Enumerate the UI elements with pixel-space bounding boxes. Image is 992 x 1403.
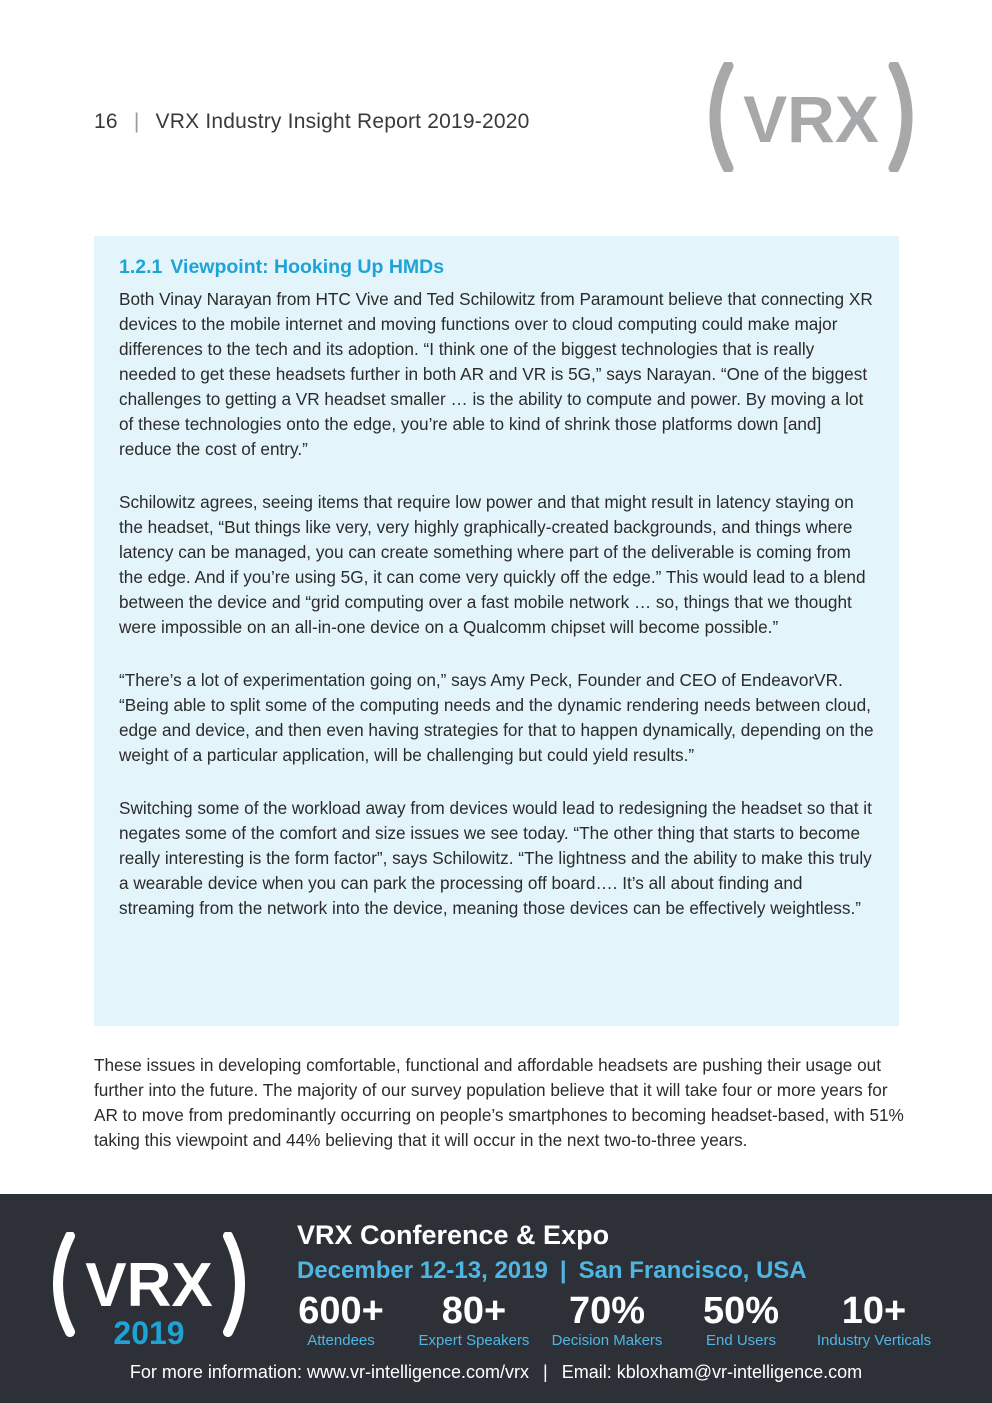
details-divider: | bbox=[559, 1257, 567, 1284]
stat-value: 10+ bbox=[841, 1290, 907, 1332]
page-number: 16 bbox=[94, 110, 118, 133]
vrx-logo bbox=[706, 62, 916, 172]
viewpoint-box bbox=[94, 236, 899, 1026]
stat-decision-makers bbox=[544, 1290, 670, 1350]
vrx-logo-text: VRX bbox=[743, 82, 879, 156]
stat-label: Attendees bbox=[307, 1332, 375, 1349]
conference-details bbox=[297, 1257, 807, 1285]
vrx-2019-logo bbox=[50, 1232, 248, 1347]
stat-label: Expert Speakers bbox=[418, 1332, 530, 1349]
section-title: Viewpoint: Hooking Up HMDs bbox=[170, 256, 445, 278]
section-number: 1.2.1 bbox=[119, 256, 163, 278]
stat-value: 70% bbox=[568, 1290, 646, 1332]
stat-attendees bbox=[288, 1290, 394, 1350]
stat-value: 50% bbox=[702, 1290, 780, 1332]
contact-divider: | bbox=[543, 1362, 548, 1382]
banner-logo-text: VRX bbox=[85, 1251, 213, 1320]
report-title: VRX Industry Insight Report 2019-2020 bbox=[155, 110, 530, 133]
page-header bbox=[94, 110, 529, 134]
conference-title: VRX Conference & Expo bbox=[297, 1220, 610, 1250]
body-paragraph: These issues in developing comfortable, functional and affordable headsets are pushing their usage out further into the future. The majority of our survey population believe that it will take four or more years for AR to move from predominantly occurring on people’s smartphones to becoming headset-based, with 51% taking this viewpoint and 44% believing that it will occur in the next two-to-three years. bbox=[94, 1055, 904, 1150]
stat-label: End Users bbox=[705, 1332, 777, 1349]
banner-logo-year: 2019 bbox=[113, 1315, 185, 1347]
conference-dates: December 12-13, 2019 bbox=[297, 1257, 548, 1284]
viewpoint-paragraph: “There’s a lot of experimentation going on,” says Amy Peck, Founder and CEO of EndeavorVR. “Being able to split some of the computing needs and the dynamic rendering needs between cloud, edge and device, and then even having strategies for that to happen dynamically, depending on the weight of a particular application, will be challenging but could yield results.” bbox=[119, 670, 874, 765]
stat-industry-verticals bbox=[808, 1290, 940, 1350]
email-link[interactable]: Email: kbloxham@vr-intelligence.com bbox=[561, 1362, 863, 1382]
conference-location: San Francisco, USA bbox=[578, 1257, 807, 1284]
stat-label: Decision Makers bbox=[551, 1332, 663, 1349]
conference-banner bbox=[0, 1194, 992, 1403]
stat-value: 80+ bbox=[441, 1290, 507, 1332]
stat-speakers bbox=[412, 1290, 536, 1350]
viewpoint-paragraph: Schilowitz agrees, seeing items that require low power and that might result in latency staying on the headset, “But things like very, very highly graphically-created backgrounds, and things where latency can be managed, you can create something where part of the deliverable is coming from the edge. And if you’re using 5G, it can come very quickly off the edge.” This would lead to a blend between the device and “grid computing over a fast mobile network … so, things that we thought were impossible on an all-in-one device on a Qualcomm chipset will become possible.” bbox=[119, 492, 866, 637]
viewpoint-paragraph: Switching some of the workload away from devices would lead to redesigning the headset so that it negates some of the comfort and size issues we see today. “The other thing that starts to become really interesting is the form factor”, says Schilowitz. “The lightness and the ability to make this truly a wearable device when you can park the processing off board…. It’s all about finding and streaming from the network into the device, meaning those devices can be effectively weightless.” bbox=[119, 798, 872, 918]
stat-label: Industry Verticals bbox=[816, 1332, 932, 1349]
stat-value: 600+ bbox=[298, 1290, 384, 1332]
header-separator: | bbox=[133, 110, 140, 133]
stat-end-users bbox=[688, 1290, 794, 1350]
contact-line bbox=[0, 1362, 992, 1383]
info-link[interactable]: For more information: www.vr-intelligence.com/vrx bbox=[129, 1362, 530, 1382]
viewpoint-paragraph: Both Vinay Narayan from HTC Vive and Ted Schilowitz from Paramount believe that connecting XR devices to the mobile internet and moving functions over to cloud computing could make major differences to the tech and its adoption. “I think one of the biggest technologies that is really needed to get these headsets further in both AR and VR is 5G,” says Narayan. “One of the biggest challenges to getting a VR headset smaller … is the ability to compute and power. By moving a lot of these technologies onto the edge, you’re able to kind of shrink those platforms down [and] reduce the cost of entry.” bbox=[119, 289, 873, 459]
viewpoint-heading bbox=[119, 256, 874, 279]
